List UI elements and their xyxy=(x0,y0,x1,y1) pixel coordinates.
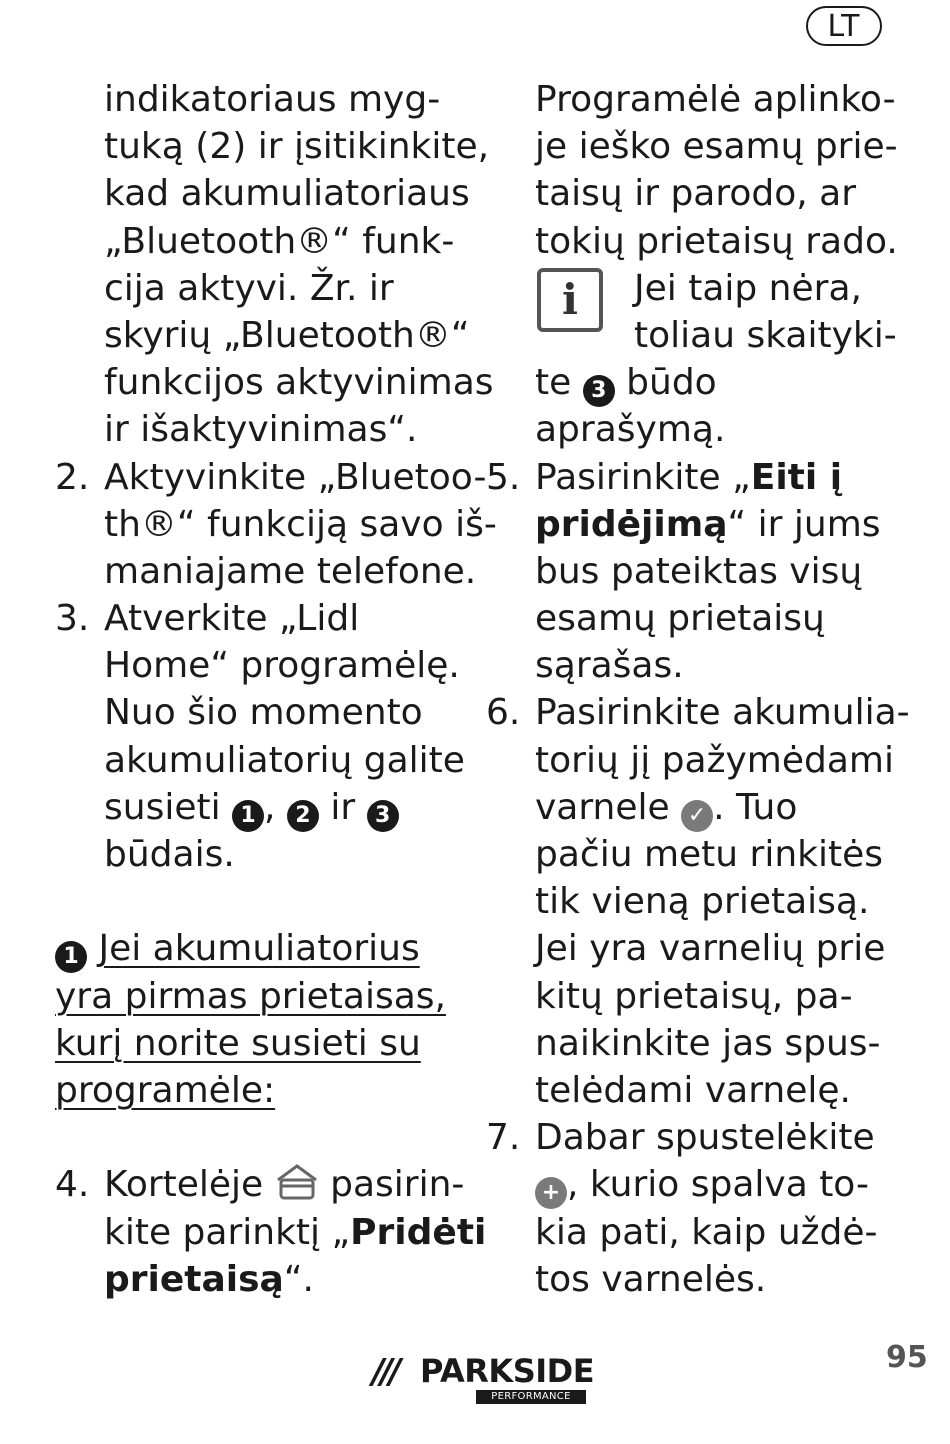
step4-line: prietaisą“. xyxy=(104,1258,314,1300)
step6-line: Jei yra varnelių prie xyxy=(535,928,886,970)
step6-line: telėdami varnelę. xyxy=(535,1069,851,1111)
step1-line: cija aktyvi. Žr. ir xyxy=(104,267,394,309)
step2-line: 2. Aktyvinkite „Bluetoo- xyxy=(55,454,455,501)
step4-line: kite parinktį „Pridėti xyxy=(104,1211,487,1253)
section1-heading-line: yra pirmas prietaisas, xyxy=(55,975,446,1017)
step6-line: pačiu metu rinkitės xyxy=(535,834,884,875)
step4-continued-line: je ieško esamų prie- xyxy=(535,126,898,168)
step3-line: Nuo šio momento xyxy=(104,692,423,734)
step4-continued-line: Programėlė aplinko- xyxy=(535,79,896,120)
logo-brand: PARKSIDE xyxy=(420,1352,595,1390)
step2-line: th®“ funkciją savo iš- xyxy=(104,503,497,545)
step6-line: kitų prietaisų, pa- xyxy=(535,975,853,1017)
step1-line: „Bluetooth®“ funk- xyxy=(104,220,455,262)
step5-line: bus pateiktas visų xyxy=(535,550,863,592)
step6-line: 6. Pasirinkite akumulia- xyxy=(486,689,886,736)
step5-line: 5. Pasirinkite „Eiti į xyxy=(486,454,886,501)
step6-line: tik vieną prietaisą. xyxy=(535,881,870,923)
step3-line: Home“ programėlę. xyxy=(104,645,460,687)
method-3-marker: 3 xyxy=(367,800,399,832)
step7-line: + , kurio spalva to- xyxy=(486,1161,886,1208)
step7-line: kia pati, kaip uždė- xyxy=(535,1211,878,1253)
home-tab-icon xyxy=(275,1162,319,1214)
step4-line: 4. Kortelėje pasirin- xyxy=(55,1161,455,1208)
step4-continued-line: taisų ir parodo, ar xyxy=(535,173,857,215)
step1-line: funkcijos aktyvinimas xyxy=(104,362,494,404)
method-2-marker: 2 xyxy=(287,800,319,832)
info-line: te 3 būdo xyxy=(486,359,886,406)
step1-line: kad akumuliatoriaus xyxy=(104,173,470,215)
logo-slashes: /// xyxy=(372,1352,398,1392)
step3-line: akumuliatorių galite xyxy=(104,739,465,781)
step7-line: 7. Dabar spustelėkite xyxy=(486,1114,886,1161)
plus-icon: + xyxy=(535,1177,567,1209)
info-note xyxy=(486,265,897,359)
info-line: Jei taip nėra, xyxy=(634,267,862,309)
step-number: 4. xyxy=(55,1164,90,1206)
section1-heading-line: kurį norite susieti su xyxy=(55,1022,421,1064)
step6-line: torių jį pažymėdami xyxy=(535,739,894,781)
step3-line: būdais. xyxy=(104,834,235,875)
step5-line: sąrašas. xyxy=(535,645,684,687)
language-badge: LT xyxy=(806,6,882,46)
step-number: 5. xyxy=(486,456,521,498)
method-3-marker: 3 xyxy=(583,375,615,407)
step1-line: tuką (2) ir įsitikinkite, xyxy=(104,126,490,168)
step1-line: skyrių „Bluetooth®“ xyxy=(104,314,470,356)
method-1-marker: 1 xyxy=(232,800,264,832)
info-line: toliau skaityki- xyxy=(634,314,897,356)
info-line: aprašymą. xyxy=(535,409,726,451)
step-number: 7. xyxy=(486,1117,521,1159)
step7-line: tos varnelės. xyxy=(535,1258,767,1300)
left-column xyxy=(55,76,497,1303)
step5-line: pridėjimą“ ir jums xyxy=(535,503,881,545)
step1-line: indikatoriaus myg- xyxy=(104,79,441,120)
info-icon: i xyxy=(537,268,603,332)
step-number: 6. xyxy=(486,692,521,734)
step2-line: maniajame telefone. xyxy=(104,550,477,592)
step-number: 3. xyxy=(55,598,90,640)
step5-line: esamų prietaisų xyxy=(535,598,825,640)
right-column xyxy=(486,76,910,1303)
checkmark-icon: ✓ xyxy=(681,800,713,832)
step3-line: susieti 1 , 2 ir 3 xyxy=(55,784,455,831)
step-number: 2. xyxy=(55,456,90,498)
step1-line: ir išaktyvinimas“. xyxy=(104,409,418,451)
step4-continued-line: tokių prietaisų rado. xyxy=(535,220,898,262)
logo-subtitle: PERFORMANCE xyxy=(476,1390,586,1404)
section1-heading-line: 1 Jei akumuliatorius xyxy=(55,925,455,972)
parkside-logo xyxy=(372,1352,595,1406)
page-number: 95 xyxy=(886,1340,928,1375)
method-1-marker: 1 xyxy=(55,941,87,973)
step3-line: 3. Atverkite „Lidl xyxy=(55,595,455,642)
step6-line: naikinkite jas spus- xyxy=(535,1022,881,1064)
section1-heading-line: programėle: xyxy=(55,1069,276,1111)
step6-line: varnele ✓ . Tuo xyxy=(486,784,886,831)
